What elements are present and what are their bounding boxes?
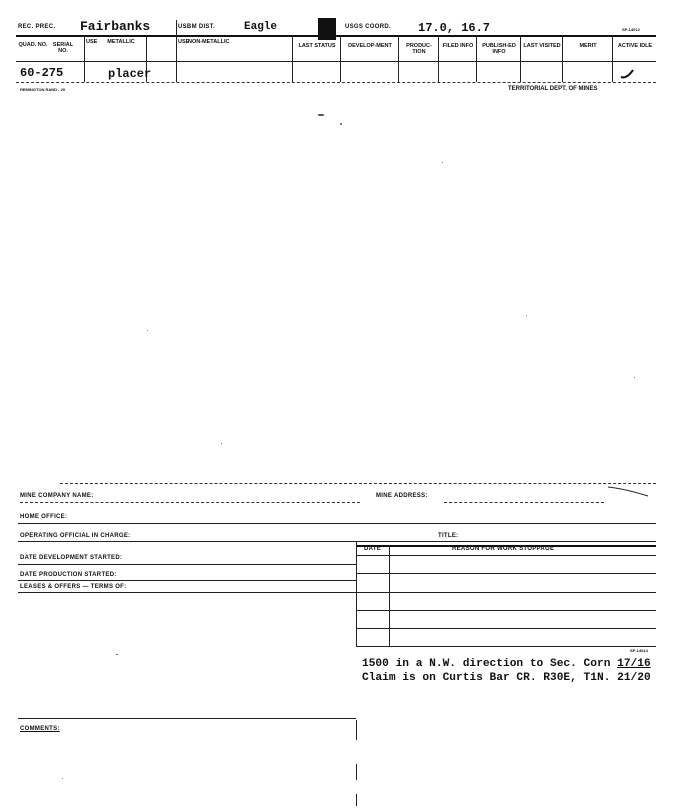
- form-number: SP-14012: [622, 27, 640, 32]
- divider: [398, 36, 399, 82]
- dev-line: [18, 564, 356, 565]
- usbm-dist-label: USBM DIST.: [178, 24, 216, 30]
- note-line-2-fraction: 21/20: [617, 672, 651, 684]
- divider: [340, 36, 341, 82]
- speck: [634, 377, 635, 378]
- lower-card-top-edge: [60, 483, 656, 484]
- prod-line: [18, 580, 356, 581]
- col-filed-info: FILED INFO: [442, 43, 474, 49]
- speck: [340, 123, 342, 125]
- col-published-info: PUBLISH-ED INFO: [482, 43, 516, 55]
- divider: [176, 20, 177, 82]
- typed-note-line-2: [362, 672, 651, 684]
- speck: [442, 162, 443, 163]
- speck: [221, 443, 222, 444]
- operating-official-label: OPERATING OFFICIAL IN CHARGE:: [20, 533, 131, 539]
- usgs-coord-label: USGS COORD.: [345, 24, 391, 30]
- column-header-rule: [16, 61, 656, 62]
- leases-line: [18, 592, 356, 593]
- date-production-label: DATE PRODUCTION STARTED:: [20, 572, 117, 578]
- col-use: USE: [86, 39, 98, 45]
- comments-label: COMMENTS:: [20, 726, 60, 732]
- col-merit: MERIT: [579, 43, 597, 49]
- mine-address-line: [444, 502, 604, 503]
- col-serial-no: SERIAL NO.: [52, 42, 74, 54]
- form-number-2: SP-14014: [630, 648, 648, 653]
- comments-top-rule: [18, 718, 356, 719]
- home-office-line: [18, 523, 656, 524]
- stoppage-row-1: [356, 573, 656, 574]
- col-last-visited: LAST VISITED: [523, 43, 561, 49]
- usgs-coord-value: 17.0, 16.7: [418, 21, 491, 35]
- speck: [526, 315, 527, 316]
- stoppage-row-2: [356, 592, 656, 593]
- speck: [116, 654, 118, 655]
- comments-divider-1: [356, 720, 357, 740]
- note-line-1-text: 1500 in a N.W. direction to Sec. Corn: [362, 658, 611, 670]
- remington-label: REMINGTON RAND - 20: [20, 87, 66, 92]
- col-metallic: METALLIC: [107, 39, 135, 45]
- divider: [292, 36, 293, 82]
- comments-divider-3: [356, 794, 357, 806]
- stoppage-row-5: [356, 646, 656, 647]
- speck: [62, 778, 63, 779]
- speck: [147, 330, 148, 331]
- col-production: PRODUC-TION: [406, 43, 432, 55]
- official-line: [18, 541, 656, 542]
- checkmark-icon: [620, 68, 636, 80]
- col-use-2: USE: [178, 39, 190, 45]
- typed-note-line-1: [362, 658, 651, 670]
- mine-company-line: [20, 502, 360, 503]
- date-col-label: DATE: [364, 546, 382, 552]
- rec-prec-value: Fairbanks: [80, 19, 151, 34]
- stoppage-col-divider: [389, 545, 390, 647]
- note-line-1-fraction: 17/16: [617, 658, 651, 670]
- col-last-status: LAST STATUS: [298, 43, 336, 49]
- pen-stroke: [606, 484, 650, 498]
- stoppage-header-rule: [356, 555, 656, 556]
- col-non-metallic: NON-METALLIC: [188, 39, 230, 45]
- col-active-idle: ACTIVE IDLE: [617, 43, 653, 49]
- speck: [318, 114, 324, 116]
- note-line-2-text: Claim is on Curtis Bar CR. R30E, T1N.: [362, 672, 611, 684]
- stoppage-row-3: [356, 610, 656, 611]
- divider: [562, 36, 563, 82]
- divider: [520, 36, 521, 82]
- header-rule: [16, 35, 656, 37]
- mine-address-label: MINE ADDRESS:: [376, 493, 428, 499]
- home-office-label: HOME OFFICE:: [20, 514, 68, 520]
- usbm-dist-value: Eagle: [244, 21, 278, 33]
- comments-divider-2: [356, 764, 357, 780]
- record-rule: [16, 82, 656, 83]
- col-development: DEVELOP-MENT: [348, 43, 392, 49]
- date-development-label: DATE DEVELOPMENT STARTED:: [20, 555, 123, 561]
- stoppage-left-border: [356, 541, 357, 647]
- divider: [612, 36, 613, 82]
- rec-prec-label: REC. PREC.: [18, 24, 56, 30]
- reason-col-label: REASON FOR WORK STOPPAGE: [452, 546, 555, 552]
- metallic-value: placer: [108, 67, 152, 81]
- stoppage-row-4: [356, 628, 656, 629]
- leases-offers-label: LEASES & OFFERS — TERMS OF:: [20, 584, 127, 590]
- title-label: TITLE:: [438, 533, 459, 539]
- territorial-dept-label: TERRITORIAL DEPT. OF MINES: [508, 86, 598, 92]
- quad-serial-value: 60-275: [20, 66, 64, 80]
- mine-company-name-label: MINE COMPANY NAME:: [20, 493, 94, 499]
- col-quad-no: QUAD. NO.: [18, 42, 48, 48]
- divider: [84, 36, 85, 82]
- divider: [438, 36, 439, 82]
- divider: [476, 36, 477, 82]
